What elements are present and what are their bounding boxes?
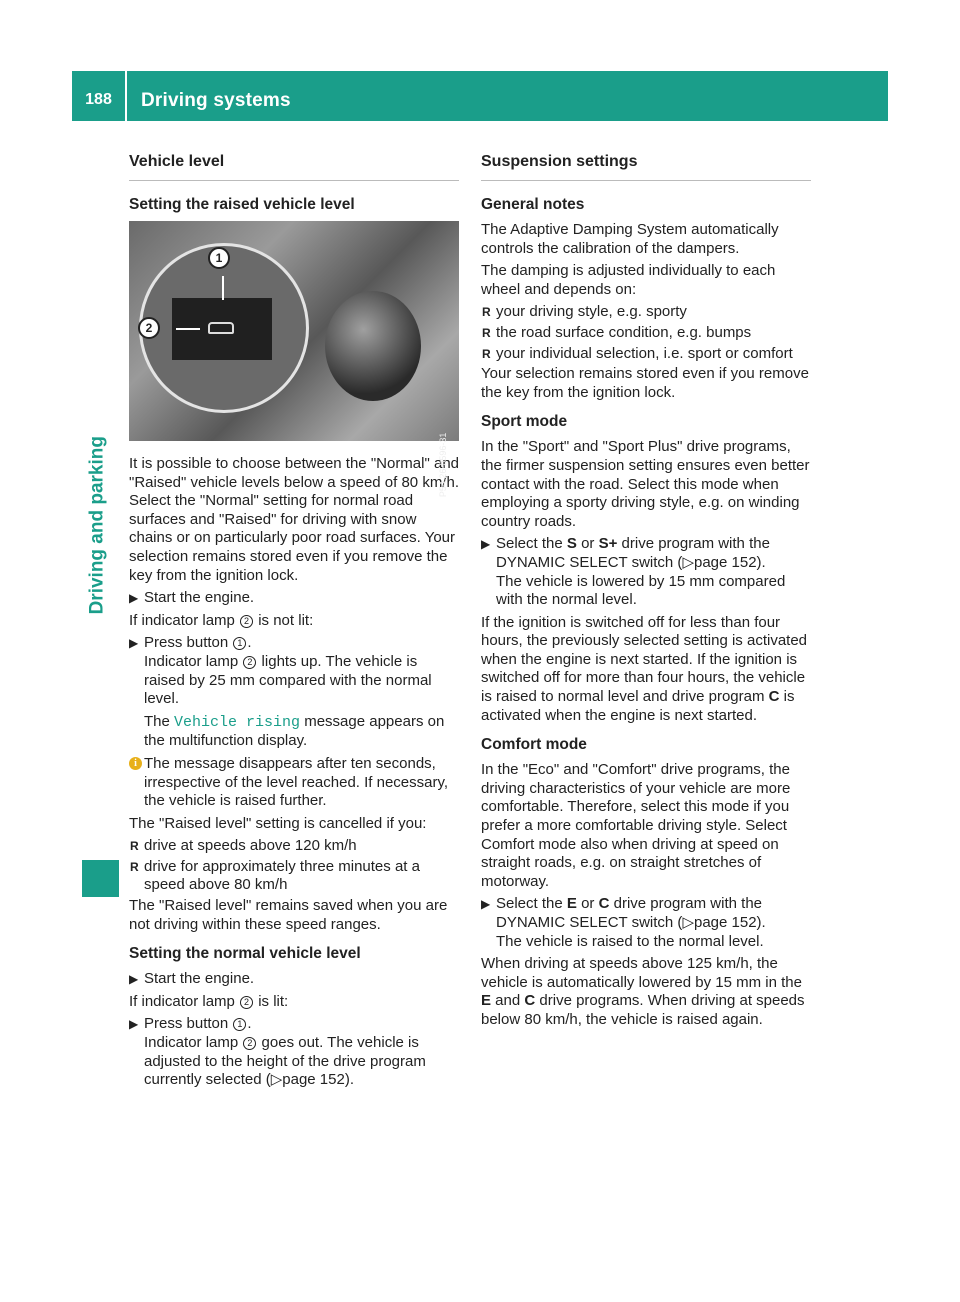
step-start-engine: ▶ Start the engine.	[129, 589, 255, 607]
step-arrow-icon: ▶	[129, 1017, 139, 1032]
vehicle-level-lamp-icon	[208, 322, 234, 334]
display-message: Vehicle rising	[174, 713, 301, 731]
step-select-sport: ▶ Select the S or S+ drive program with the DYNAMIC SELECT switch (▷page 152). The vehicle is lowered by 15 mm compared with the normal level.	[481, 535, 786, 609]
left-column	[129, 150, 459, 1094]
page-ref-link[interactable]: page 152).	[282, 1071, 354, 1089]
paragraph: The Adaptive Damping System automatically controls the calibration of the dampers.	[481, 221, 779, 257]
bullet-icon: R	[482, 325, 491, 340]
list-item: R drive for approximately three minutes at a speed above 80 km/h	[130, 857, 420, 894]
section-title-suspension: Suspension settings	[481, 150, 811, 181]
subsection-general-notes: General notes	[481, 196, 585, 213]
paragraph: When driving at speeds above 125 km/h, the vehicle is automatically lowered by 15 mm in the E and C drive programs. When driving at speeds below 80 km/h, the vehicle is raised again.	[481, 955, 805, 1028]
side-tab-label: Driving and parking	[86, 436, 108, 615]
paragraph: Your selection remains stored even if you remove the key from the ignition lock.	[481, 365, 809, 401]
condition: If indicator lamp 2 is not lit:	[129, 611, 314, 629]
side-tab	[72, 436, 125, 615]
list-item: R your individual selection, i.e. sport or comfort	[482, 344, 793, 362]
number-2-icon: 2	[240, 615, 253, 628]
paragraph: It is possible to choose between the "Normal" and "Raised" vehicle levels below a speed of 80 km/h. Select the "Normal" setting for normal road surfaces and "Raised" for driving with snow chains or on particularly poor road surfaces. Your selection remains stored even if you remove the key from the ignition lock.	[129, 455, 459, 584]
condition: If indicator lamp 2 is lit:	[129, 992, 289, 1010]
paragraph: The "Raised level" setting is cancelled if you:	[129, 814, 427, 832]
number-1-icon: 1	[233, 637, 246, 650]
number-2-icon: 2	[240, 996, 253, 1009]
header-divider	[125, 71, 127, 121]
side-tab-marker	[82, 860, 119, 897]
step-arrow-icon: ▶	[129, 591, 139, 606]
step-arrow-icon: ▶	[129, 972, 139, 987]
callout-1: 1	[208, 247, 230, 269]
step-arrow-icon: ▶	[129, 636, 139, 651]
callout-2: 2	[138, 317, 160, 339]
page-ref-link[interactable]: page 152).	[693, 914, 766, 931]
bullet-icon: R	[130, 859, 139, 874]
paragraph: The damping is adjusted individually to each wheel and depends on:	[481, 262, 776, 298]
photo-center-console	[129, 221, 459, 498]
bullet-icon: R	[482, 305, 491, 320]
bullet-icon: R	[482, 346, 491, 361]
step-press-button: ▶ Press button 1 . Indicator lamp 2 goes out. The vehicle is adjusted to the height of the drive program currently selected (▷page 152).	[129, 1015, 426, 1089]
subsection-normal-level: Setting the normal vehicle level	[129, 945, 361, 963]
right-column	[481, 150, 811, 1034]
number-1-icon: 1	[233, 1018, 246, 1031]
info-icon: i	[129, 757, 142, 770]
paragraph: If the ignition is switched off for less than four hours, the previously selected setting is activated when the engine is next started. If the ignition is switched off for more than four hours, the vehicle is raised to normal level and drive program C is activated when the engine is next started.	[481, 613, 808, 724]
paragraph: In the "Eco" and "Comfort" drive programs, the driving characteristics of your vehicle are more comfortable. Therefore, select this mode if you prefer a more comfortable driving style. Select Comfort mode also when driving at speed on straight roads, e.g. on straight stretches of motorway.	[481, 761, 791, 890]
number-2-icon: 2	[243, 656, 256, 669]
paragraph: In the "Sport" and "Sport Plus" drive programs, the firmer suspension setting ensures even better contact with the road. Select this mode when employing a sporty driving style, e.g. on winding country roads.	[481, 438, 810, 530]
photo-code: P54.26-0596-31	[438, 433, 449, 498]
page-number: 188	[85, 91, 112, 108]
step-press-button: ▶ Press button 1 . Indicator lamp 2 lights up. The vehicle is raised by 25 mm compared with the normal level. The Vehicle rising message appears on the multifunction display.	[129, 634, 445, 750]
section-title-vehicle-level: Vehicle level	[129, 150, 459, 181]
list-item: R drive at speeds above 120 km/h	[130, 837, 357, 855]
page-ref-link[interactable]: page 152).	[693, 553, 766, 571]
subsection-raised-level: Setting the raised vehicle level	[129, 196, 355, 213]
page-ref-icon: ▷	[270, 1071, 283, 1089]
step-start-engine: ▶ Start the engine.	[129, 970, 255, 988]
list-item: R your driving style, e.g. sporty	[482, 303, 687, 321]
list-item: R the road surface condition, e.g. bumps	[482, 323, 752, 341]
step-arrow-icon: ▶	[481, 897, 491, 912]
bullet-icon: R	[130, 839, 139, 854]
controller-knob	[325, 291, 421, 401]
step-select-comfort: ▶ Select the E or C drive program with the DYNAMIC SELECT switch (▷page 152). The vehicle is raised to the normal level.	[481, 895, 766, 950]
subsection-comfort-mode: Comfort mode	[481, 736, 587, 754]
page-ref-icon: ▷	[682, 553, 694, 571]
page-title: Driving systems	[141, 90, 291, 111]
page-ref-icon: ▷	[682, 914, 694, 931]
number-2-icon: 2	[243, 1037, 256, 1050]
subsection-sport-mode: Sport mode	[481, 413, 568, 431]
info-note: i The message disappears after ten seconds, irrespective of the level reached. If necessary, the vehicle is raised further.	[129, 755, 459, 811]
step-arrow-icon: ▶	[481, 537, 491, 552]
paragraph: The "Raised level" remains saved when you are not driving within these speed ranges.	[129, 897, 448, 933]
photo-detail-lens	[139, 243, 309, 413]
